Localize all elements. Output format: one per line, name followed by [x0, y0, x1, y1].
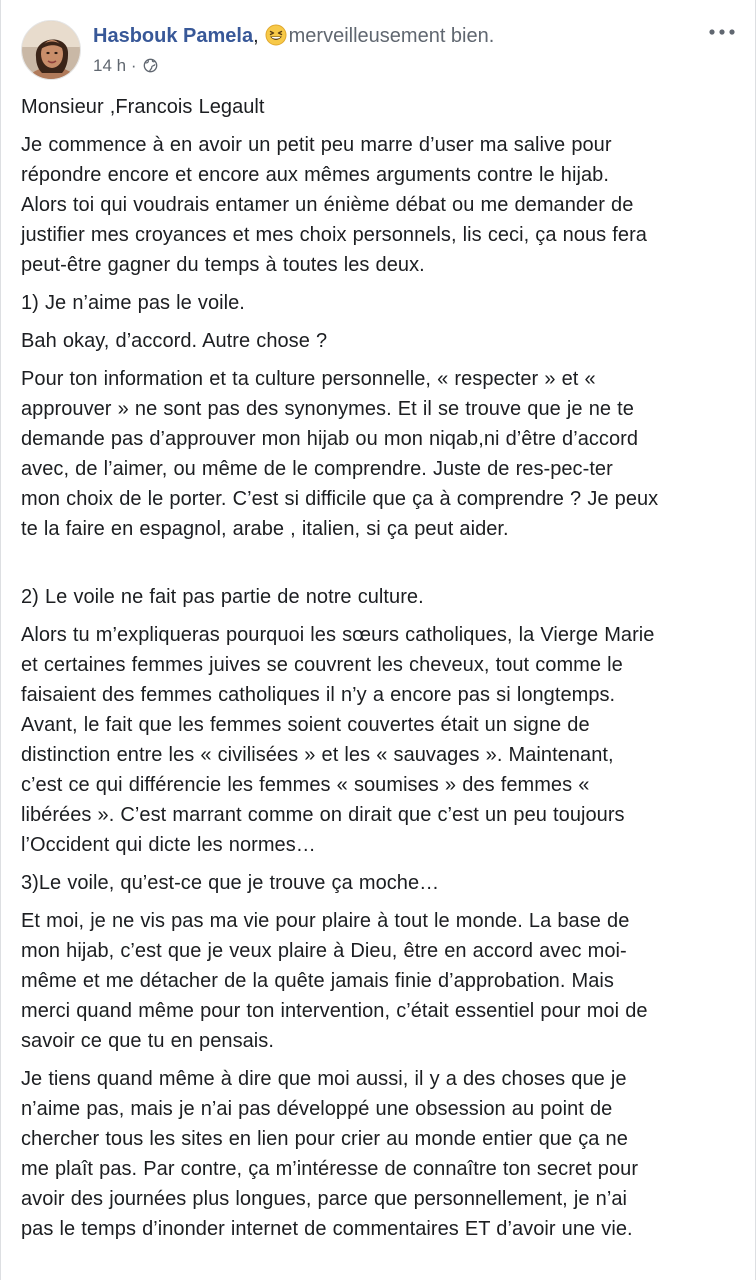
- author-name[interactable]: Hasbouk Pamela: [93, 25, 254, 47]
- globe-icon[interactable]: [143, 58, 158, 73]
- grinning-squinting-emoji-icon: [265, 24, 287, 46]
- post-meta: [93, 56, 158, 76]
- paragraph-point-3: 3)Le voile, qu’est-ce que je trouve ça moche…: [21, 872, 440, 894]
- paragraph-explanation-2: Alors tu m’expliqueras pourquoi les sœurs catholiques, la Vierge Marie et certaines femmes juives se couvrent les cheveux, tout comme le faisaient des femmes catholiques il n’y a encore pas si longtemps. Avant, le fait que les femmes soient couvertes était un signe de distinction entre les « civilisées » et les « sauvages ». Maintenant, c’est ce qui différencie les femmes « soumises » des femmes « libérées ». C’est marrant comme on dirait que c’est un peu toujours l’Occident qui dicte les normes…: [21, 624, 655, 856]
- author-comma: ,: [253, 25, 259, 47]
- author-line: [93, 24, 494, 48]
- paragraph-conclusion: Je tiens quand même à dire que moi aussi, il y a des choses que je n’aime pas, mais je n’ai pas développé une obsession au point de chercher tous les sites en lien pour crier au monde entier que ça ne me plaît pas. Par contre, ça m’intéresse de connaître ton secret pour avoir des journées plus longues, parce que personnellement, je n’ai pas le temps d’inonder internet de commentaires ET d’avoir une vie.: [21, 1068, 639, 1240]
- paragraph-explanation-1: Pour ton information et ta culture personnelle, « respecter » et « approuver » ne sont pas des synonymes. Et il se trouve que je ne te demande pas d’approuver mon hijab ou mon niqab,ni d’être d’accord avec, de l’aimer, ou même de le comprendre. Juste de res-pec-ter mon choix de le porter. C’est si difficile que ça à comprendre ? Je peux te la faire en espagnol, arabe , italien, si ça peut aider.: [21, 368, 659, 540]
- paragraph-point-2: 2) Le voile ne fait pas partie de notre culture.: [21, 586, 424, 608]
- avatar[interactable]: [21, 20, 81, 80]
- post-header: [1, 0, 755, 92]
- paragraph-salutation: Monsieur ,Francois Legault: [21, 96, 265, 118]
- paragraph-reply-1: Bah okay, d’accord. Autre chose ?: [21, 330, 328, 352]
- paragraph-explanation-3: Et moi, je ne vis pas ma vie pour plaire à tout le monde. La base de mon hijab, c’est que je veux plaire à Dieu, être en accord avec moi- même et me détacher de la quête jamais finie d’approbation. Mais merci quand même pour ton intervention, c’était essentiel pour moi de savoir ce que tu en pensais.: [21, 910, 648, 1052]
- post-body: [1, 92, 755, 1244]
- paragraph-point-1: 1) Je n’aime pas le voile.: [21, 292, 245, 314]
- meta-separator: ·: [130, 56, 137, 75]
- more-options-icon[interactable]: [707, 20, 737, 44]
- post-timestamp[interactable]: 14 h: [93, 56, 127, 75]
- paragraph-intro: Je commence à en avoir un petit peu marre d’user ma salive pour répondre encore et encore aux mêmes arguments contre le hijab. Alors toi qui voudrais entamer un énième débat ou me demander de justifier mes croyances et mes choix personnels, lis ceci, ça nous fera peut-être gagner du temps à toutes les deux.: [21, 134, 647, 276]
- feeling-text[interactable]: merveilleusement bien.: [288, 25, 495, 47]
